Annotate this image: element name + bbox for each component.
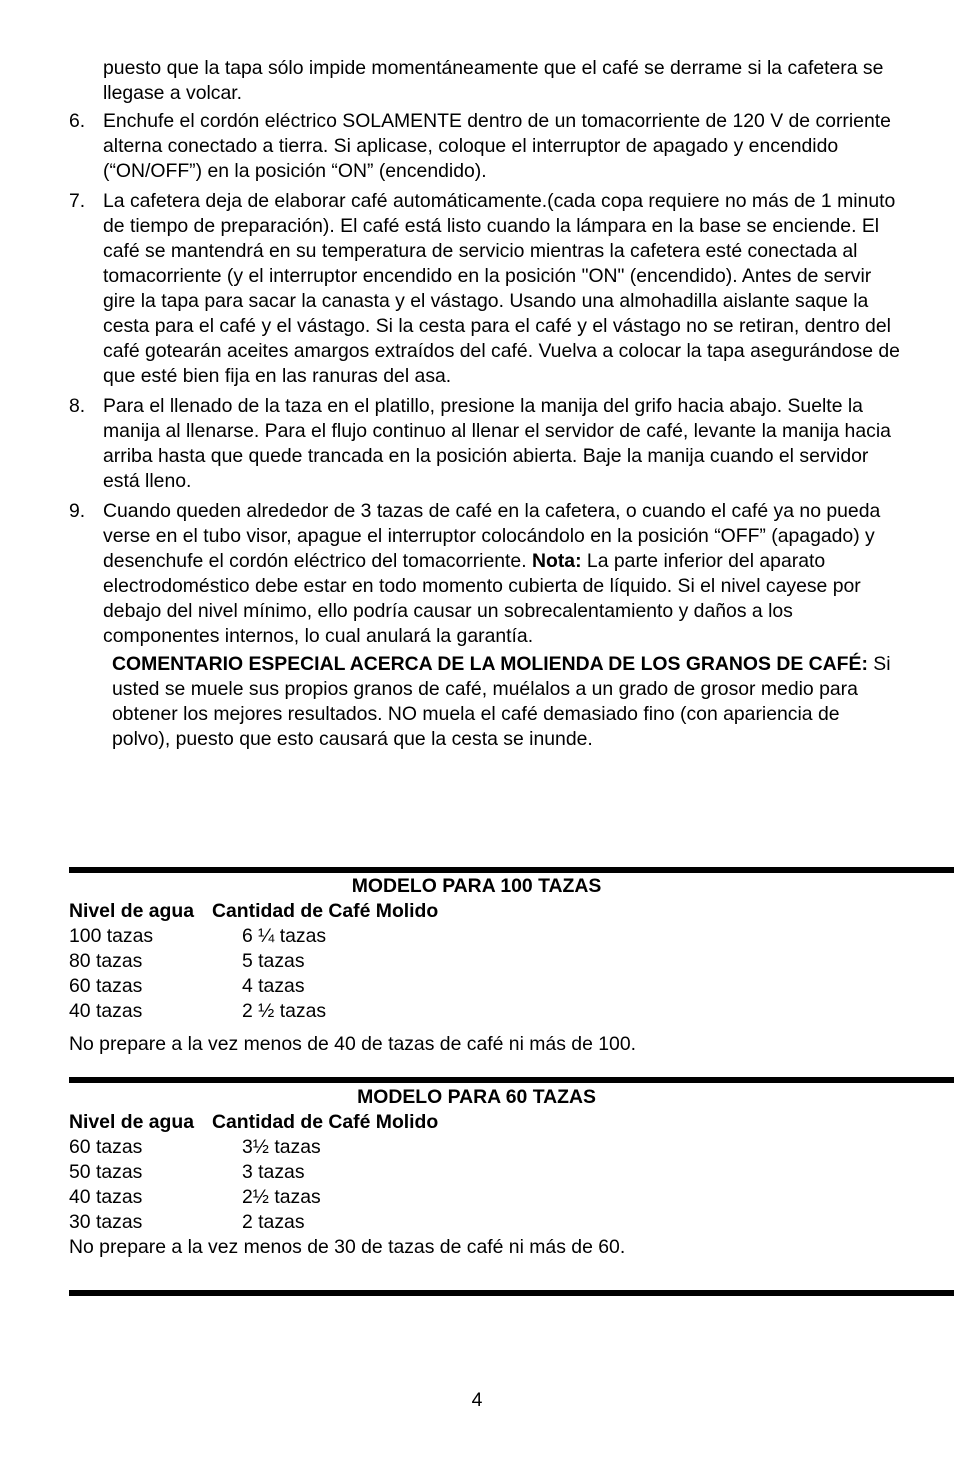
- table-row: [69, 1160, 954, 1185]
- column-header-coffee: Cantidad de Café Molido: [212, 900, 439, 922]
- column-header-coffee: Cantidad de Café Molido: [212, 1111, 439, 1133]
- water-level-cell: 60 tazas: [69, 975, 143, 997]
- list-item: [0, 109, 954, 184]
- step-text: Enchufe el cordón eléctrico SOLAMENTE dentro de un tomacorriente de 120 V de corriente alterna conectado a tierra. Si aplicase, coloque el interruptor de apagado y encendido (“ON/OFF”) en la posición “ON” (encendido).: [103, 110, 891, 182]
- coffee-amount-cell: 2 ½ tazas: [242, 1000, 327, 1022]
- coffee-amount-cell: 3½ tazas: [242, 1136, 321, 1158]
- list-item: [0, 394, 954, 494]
- divider-rule: [69, 867, 954, 873]
- table-row: [69, 924, 954, 949]
- step-number: 8.: [69, 395, 86, 417]
- table-row: [69, 974, 954, 999]
- water-level-cell: 100 tazas: [69, 925, 154, 947]
- table-footnote: No prepare a la vez menos de 40 de tazas de café ni más de 100.: [69, 1033, 636, 1055]
- coffee-amount-cell: 2½ tazas: [242, 1186, 321, 1208]
- table-row: [69, 999, 954, 1024]
- step-text: Cuando queden alrededor de 3 tazas de café en la cafetera, o cuando el café ya no pueda verse en el tubo visor, apague el interruptor colocándolo en la posición “OFF” (apagado) y desenchufe el cordón eléctrico del tomacorriente. Nota: La parte inferior del aparato electrodoméstico debe estar en todo momento cubierta de líquido. Si el nivel cayese por debajo del nivel mínimo, ello podría causar un sobrecalentamiento y daños a los componentes internos, lo cual anulará la garantía.: [103, 500, 881, 647]
- column-header-water: Nivel de agua: [69, 1111, 195, 1133]
- water-level-cell: 50 tazas: [69, 1161, 143, 1183]
- water-level-cell: 60 tazas: [69, 1136, 143, 1158]
- table-100-cups: [69, 874, 954, 1057]
- water-level-cell: 40 tazas: [69, 1186, 143, 1208]
- water-level-cell: 40 tazas: [69, 1000, 143, 1022]
- table-60-cups: [69, 1085, 954, 1260]
- table-title: MODELO PARA 100 TAZAS: [351, 875, 602, 897]
- continued-paragraph: puesto que la tapa sólo impide momentáneamente que el café se derrame si la cafetera se llegase a volcar.: [103, 57, 884, 104]
- divider-rule: [69, 1290, 954, 1296]
- column-header-water: Nivel de agua: [69, 900, 195, 922]
- table-row: [69, 1185, 954, 1210]
- grind-note-heading: COMENTARIO ESPECIAL ACERCA DE LA MOLIENDA DE LOS GRANOS DE CAFÉ:: [112, 653, 868, 675]
- water-level-cell: 80 tazas: [69, 950, 143, 972]
- page-number: 4: [471, 1389, 483, 1411]
- instruction-list: [0, 109, 954, 752]
- table-header: [69, 899, 954, 924]
- step-number: 6.: [69, 110, 86, 132]
- table-footnote: No prepare a la vez menos de 30 de tazas de café ni más de 60.: [69, 1236, 626, 1258]
- table-header: [69, 1110, 954, 1135]
- table-title: MODELO PARA 60 TAZAS: [357, 1086, 596, 1108]
- list-item: [0, 189, 954, 389]
- divider-rule: [69, 1077, 954, 1083]
- note-label: Nota:: [532, 550, 582, 572]
- table-row: [69, 1135, 954, 1160]
- coffee-amount-cell: 4 tazas: [242, 975, 305, 997]
- list-item: [0, 499, 954, 649]
- coffee-amount-cell: 6 ¼ tazas: [242, 925, 327, 947]
- grind-note: [112, 652, 902, 752]
- table-row: [69, 1210, 954, 1235]
- coffee-amount-cell: 2 tazas: [242, 1211, 305, 1233]
- coffee-amount-cell: 5 tazas: [242, 950, 305, 972]
- step-text: Para el llenado de la taza en el platillo, presione la manija del grifo hacia abajo. Suelte la manija al llenarse. Para el flujo continuo al llenar el servidor de café, levante la manija hacia arriba hasta que quede trancada en la posición abierta. Baje la manija cuando el servidor está lleno.: [103, 395, 891, 492]
- step-number: 9.: [69, 500, 86, 522]
- water-level-cell: 30 tazas: [69, 1211, 143, 1233]
- step-text: La cafetera deja de elaborar café automáticamente.(cada copa requiere no más de 1 minuto de tiempo de preparación). El café está listo cuando la lámpara en la base se enciende. El café se mantendrá en su temperatura de servicio mientras la cafetera esté conectada al tomacorriente (y el interruptor encendido en la posición "ON" (encendido). Antes de servir gire la tapa para sacar la canasta y el vástago. Usando una almohadilla aislante saque la cesta para el café y el vástago. Si la cesta para el café y el vástago no se retiran, dentro del café gotearán aceites amargos extraídos del café. Vuelva a colocar la tapa asegurándose de que esté bien fija en las ranuras del asa.: [103, 190, 900, 387]
- step-number: 7.: [69, 190, 86, 212]
- table-row: [69, 949, 954, 974]
- grind-note-body: Si usted se muele sus propios granos de café, muélalos a un grado de grosor medio para obtener los mejores resultados. NO muela el café demasiado fino (con apariencia de polvo), puesto que esto causará que la cesta se inunde.: [112, 653, 891, 750]
- coffee-amount-cell: 3 tazas: [242, 1161, 305, 1183]
